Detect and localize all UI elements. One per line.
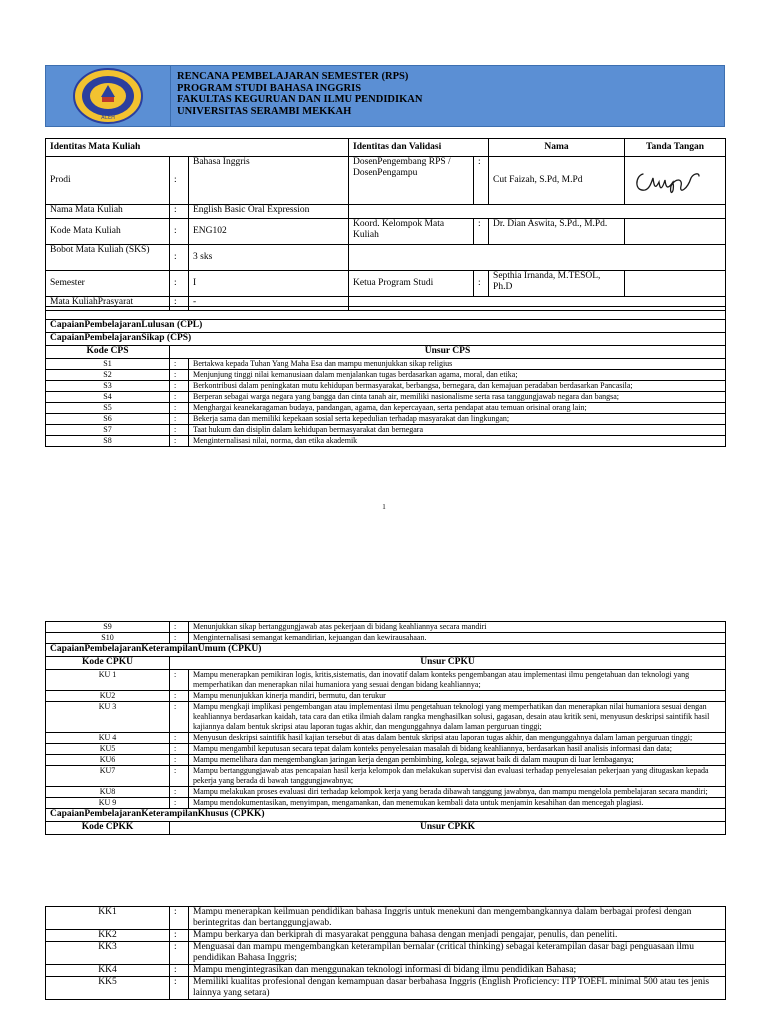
row-code: KU 4 (46, 733, 170, 744)
university-seal-logo (71, 67, 145, 125)
row-code: S8 (46, 436, 170, 447)
empty-cell (349, 245, 726, 271)
row-text: Menginternalisasi semangat kemandirian, kejuangan dan kewirausahaan. (189, 633, 726, 644)
colon: : (170, 755, 189, 766)
prasyarat-label: Mata KuliahPrasyarat (46, 297, 170, 311)
cpku-title: CapaianPembelajaranKeterampilanUmum (CPKU) (46, 644, 726, 657)
header-title-line: RENCANA PEMBELAJARAN SEMESTER (RPS) (177, 71, 409, 82)
handwritten-signature (629, 164, 719, 198)
row-text: Mampu bertanggungjawab atas pencapaian hasil kerja kelompok dan melakukan supervisi dan evaluasi terhadap penyelesaian pekerjaan yang ditugaskan kepada pekerja yang berada di bawah tanggungjawabnya; (189, 766, 726, 787)
table-row (46, 436, 726, 447)
cps-table (45, 306, 726, 447)
table-row (46, 414, 726, 425)
signature-cell (625, 157, 726, 205)
table-row (46, 425, 726, 436)
colon: : (170, 787, 189, 798)
row-text: Menghargai keanekaragaman budaya, pandangan, agama, dan kepercayaan, serta pendapat atau temuan orisinal orang lain; (189, 403, 726, 414)
table-row (46, 766, 726, 787)
row-text: Menguasai dan mampu mengembangkan keterampilan bernalar (critical thinking) sebagai keterampilan dasar bagi penguasaan ilmu pendidikan Bahasa Inggris; (189, 942, 726, 965)
colon: : (170, 219, 189, 245)
unsur-cpku-header: Unsur CPKU (170, 657, 726, 670)
koord-name: Dr. Dian Aswita, S.Pd., M.Pd. (489, 219, 625, 245)
cpl-title: CapaianPembelajaranLulusan (CPL) (46, 320, 726, 333)
dosen-label: DosenPengembang RPS / DosenPengampu (349, 157, 474, 205)
colon: : (170, 907, 189, 930)
row-text: Mampu mengambil keputusan secara tepat dalam konteks penyelesaian masalah di bidang keahliannya, berdasarkan hasil analisis informasi dan data; (189, 744, 726, 755)
row-code: S4 (46, 392, 170, 403)
colon: : (170, 414, 189, 425)
row-code: KU 3 (46, 702, 170, 733)
signature-header: Tanda Tangan (625, 139, 726, 157)
row-text: Menyusun deskripsi saintifik hasil kajian tersebut di atas dalam bentuk skripsi atau laporan tugas akhir, dan mengunggahnya dalam laman perguruan tinggi; (189, 733, 726, 744)
colon: : (170, 965, 189, 977)
row-code: KU7 (46, 766, 170, 787)
colon: : (170, 798, 189, 809)
table-row (46, 965, 726, 977)
row-code: S1 (46, 359, 170, 370)
cps-title: CapaianPembelajaranSikap (CPS) (46, 333, 726, 346)
table-row (46, 622, 726, 633)
prodi-label: Prodi (46, 157, 170, 205)
colon: : (170, 205, 189, 219)
page-number: 1 (382, 503, 386, 511)
header-title-line: UNIVERSITAS SERAMBI MEKKAH (177, 105, 352, 117)
header-title-line: FAKULTAS KEGURUAN DAN ILMU PENDIDIKAN (177, 94, 423, 105)
header-title-line: PROGRAM STUDI BAHASA INGGRIS (177, 82, 362, 94)
colon: : (170, 297, 189, 311)
row-code: KU6 (46, 755, 170, 766)
validation-header: Identitas dan Validasi (349, 139, 489, 157)
row-code: S2 (46, 370, 170, 381)
table-row (46, 370, 726, 381)
row-code: S3 (46, 381, 170, 392)
table-row (46, 359, 726, 370)
colon: : (170, 392, 189, 403)
row-code: KU8 (46, 787, 170, 798)
unsur-cpkk-header: Unsur CPKK (170, 822, 726, 835)
row-code: S6 (46, 414, 170, 425)
row-text: Mampu menerapkan pemikiran logis, kritis,sistematis, dan inovatif dalam konteks pengembangan atau implementasi ilmu pengetahuan dan teknologi yang memperhatikan dan menerapkan nilai humaniora yang sesuai dengan bidang keahliannya; (189, 670, 726, 691)
colon: : (474, 271, 489, 297)
row-code: S9 (46, 622, 170, 633)
cpkk-title: CapaianPembelajaranKeterampilanKhusus (CPKK) (46, 809, 726, 822)
row-code: KU5 (46, 744, 170, 755)
header-title-block (171, 66, 724, 126)
kode-cpku-header: Kode CPKU (46, 657, 170, 670)
colon: : (170, 157, 189, 205)
bobot-label: Bobot Mata Kuliah (SKS) (46, 245, 170, 271)
colon: : (170, 403, 189, 414)
kode-cpkk-header: Kode CPKK (46, 822, 170, 835)
colon: : (474, 219, 489, 245)
table-row (46, 733, 726, 744)
row-text: Mampu mengintegrasikan dan menggunakan teknologi informasi di bidang ilmu pendidikan Bahasa; (189, 965, 726, 977)
colon: : (170, 691, 189, 702)
row-text: Mampu mendokumentasikan, menyimpan, mengamankan, dan menemukan kembali data untuk menjamin kesahihan dan mencegah plagiasi. (189, 798, 726, 809)
colon: : (170, 436, 189, 447)
row-code: KU 1 (46, 670, 170, 691)
table-row (46, 691, 726, 702)
empty-cell (625, 271, 726, 297)
table-row (46, 633, 726, 644)
dosen-name: Cut Faizah, S.Pd, M.Pd (489, 157, 625, 205)
row-code: KK5 (46, 977, 170, 1000)
row-text: Bekerja sama dan memiliki kepekaan sosial serta kepedulian terhadap masyarakat dan lingkungan; (189, 414, 726, 425)
identity-table (45, 138, 726, 311)
row-code: S7 (46, 425, 170, 436)
table-row (46, 392, 726, 403)
row-text: Mampu berkarya dan berkiprah di masyarakat pengguna bahasa dengan menjadi pengajar, penulis, dan peneliti. (189, 930, 726, 942)
ketua-label: Ketua Program Studi (349, 271, 474, 297)
ketua-name: Septhia Irnanda, M.TESOL, Ph.D (489, 271, 625, 297)
table-row (46, 798, 726, 809)
table-row (46, 744, 726, 755)
prasyarat-value: - (189, 297, 349, 311)
row-code: S10 (46, 633, 170, 644)
colon: : (474, 157, 489, 205)
row-code: S5 (46, 403, 170, 414)
kode-mk-label: Kode Mata Kuliah (46, 219, 170, 245)
row-code: KU 9 (46, 798, 170, 809)
colon: : (170, 245, 189, 271)
colon: : (170, 744, 189, 755)
row-code: KK3 (46, 942, 170, 965)
rps-header (45, 65, 725, 127)
row-text: Menjunjung tinggi nilai kemanusiaan dalam menjalankan tugas berdasarkan agama, moral, dan etika; (189, 370, 726, 381)
colon: : (170, 766, 189, 787)
unsur-cps-header: Unsur CPS (170, 346, 726, 359)
row-text: Menunjukkan sikap bertanggungjawab atas pekerjaan di bidang keahliannya secara mandiri (189, 622, 726, 633)
cpku-table (45, 621, 726, 835)
koord-label: Koord. Kelompok Mata Kuliah (349, 219, 474, 245)
svg-text:ACEH: ACEH (101, 115, 115, 121)
table-row (46, 787, 726, 798)
colon: : (170, 359, 189, 370)
row-text: Mampu menerapkan keilmuan pendidikan bahasa Inggris untuk menekuni dan mengembangkannya dalam berbagai profesi dengan berintegritas dan bertanggungjawab. (189, 907, 726, 930)
colon: : (170, 930, 189, 942)
row-code: KK4 (46, 965, 170, 977)
university-logo-cell (46, 66, 171, 126)
empty-cell (625, 219, 726, 245)
colon: : (170, 733, 189, 744)
empty-cell (349, 205, 726, 219)
table-row (46, 977, 726, 1000)
table-row (46, 907, 726, 930)
colon: : (170, 425, 189, 436)
colon: : (170, 622, 189, 633)
colon: : (170, 381, 189, 392)
name-header: Nama (489, 139, 625, 157)
colon: : (170, 633, 189, 644)
row-code: KU2 (46, 691, 170, 702)
nama-mk-value: English Basic Oral Expression (189, 205, 349, 219)
colon: : (170, 942, 189, 965)
semester-value: I (189, 271, 349, 297)
row-text: Mampu mengkaji implikasi pengembangan atau implementasi ilmu pengetahuan teknologi yang memperhatikan dan menerapkan nilai humaniora sesuai dengan keahliannya berdasarkan kaidah, tata cara dan etika ilmiah dalam rangka menghasilkan solusi, gagasan, desain atau kritik seni, menyusun deskripsi saintifik hasil kajiannya dalam bentuk skripsi atau laporan tugas akhir, dan mengunggahnya dalam laman perguruan tinggi; (189, 702, 726, 733)
cpkk-table (45, 906, 726, 1000)
spacer-row (46, 307, 726, 320)
table-row (46, 403, 726, 414)
row-text: Taat hukum dan disiplin dalam kehidupan bermasyarakat dan bernegara (189, 425, 726, 436)
prodi-value: Bahasa Inggris (189, 157, 349, 205)
bobot-value: 3 sks (189, 245, 349, 271)
table-row (46, 755, 726, 766)
kode-cps-header: Kode CPS (46, 346, 170, 359)
table-row (46, 702, 726, 733)
row-code: KK2 (46, 930, 170, 942)
table-row (46, 942, 726, 965)
row-text: Bertakwa kepada Tuhan Yang Maha Esa dan mampu menunjukkan sikap religius (189, 359, 726, 370)
row-code: KK1 (46, 907, 170, 930)
colon: : (170, 271, 189, 297)
row-text: Berperan sebagai warga negara yang bangga dan cinta tanah air, memiliki nasionalisme serta rasa tanggungjawab negara dan bangsa; (189, 392, 726, 403)
colon: : (170, 977, 189, 1000)
identity-header: Identitas Mata Kuliah (46, 139, 349, 157)
row-text: Memiliki kualitas profesional dengan kemampuan dasar berbahasa Inggris (English Proficiency: ITP TOEFL minimal 500 atau tes jenis lainnya yang setara) (189, 977, 726, 1000)
row-text: Mampu melakukan proses evaluasi diri terhadap kelompok kerja yang berada dibawah tanggung jawabnya, dan mampu mengelola pembelajaran secara mandiri; (189, 787, 726, 798)
table-row (46, 381, 726, 392)
table-row (46, 930, 726, 942)
kode-mk-value: ENG102 (189, 219, 349, 245)
colon: : (170, 370, 189, 381)
row-text: Mampu menunjukkan kinerja mandiri, bermutu, dan terukur (189, 691, 726, 702)
row-text: Menginternalisasi nilai, norma, dan etika akademik (189, 436, 726, 447)
nama-mk-label: Nama Mata Kuliah (46, 205, 170, 219)
colon: : (170, 670, 189, 691)
table-row (46, 670, 726, 691)
colon: : (170, 702, 189, 733)
semester-label: Semester (46, 271, 170, 297)
row-text: Mampu memelihara dan mengembangkan jaringan kerja dengan pembimbing, kolega, sejawat baik di dalam maupun di luar lembaganya; (189, 755, 726, 766)
row-text: Berkontribusi dalam peningkatan mutu kehidupan bermasyarakat, berbangsa, bernegara, dan kemajuan peradaban berdasarkan Pancasila; (189, 381, 726, 392)
